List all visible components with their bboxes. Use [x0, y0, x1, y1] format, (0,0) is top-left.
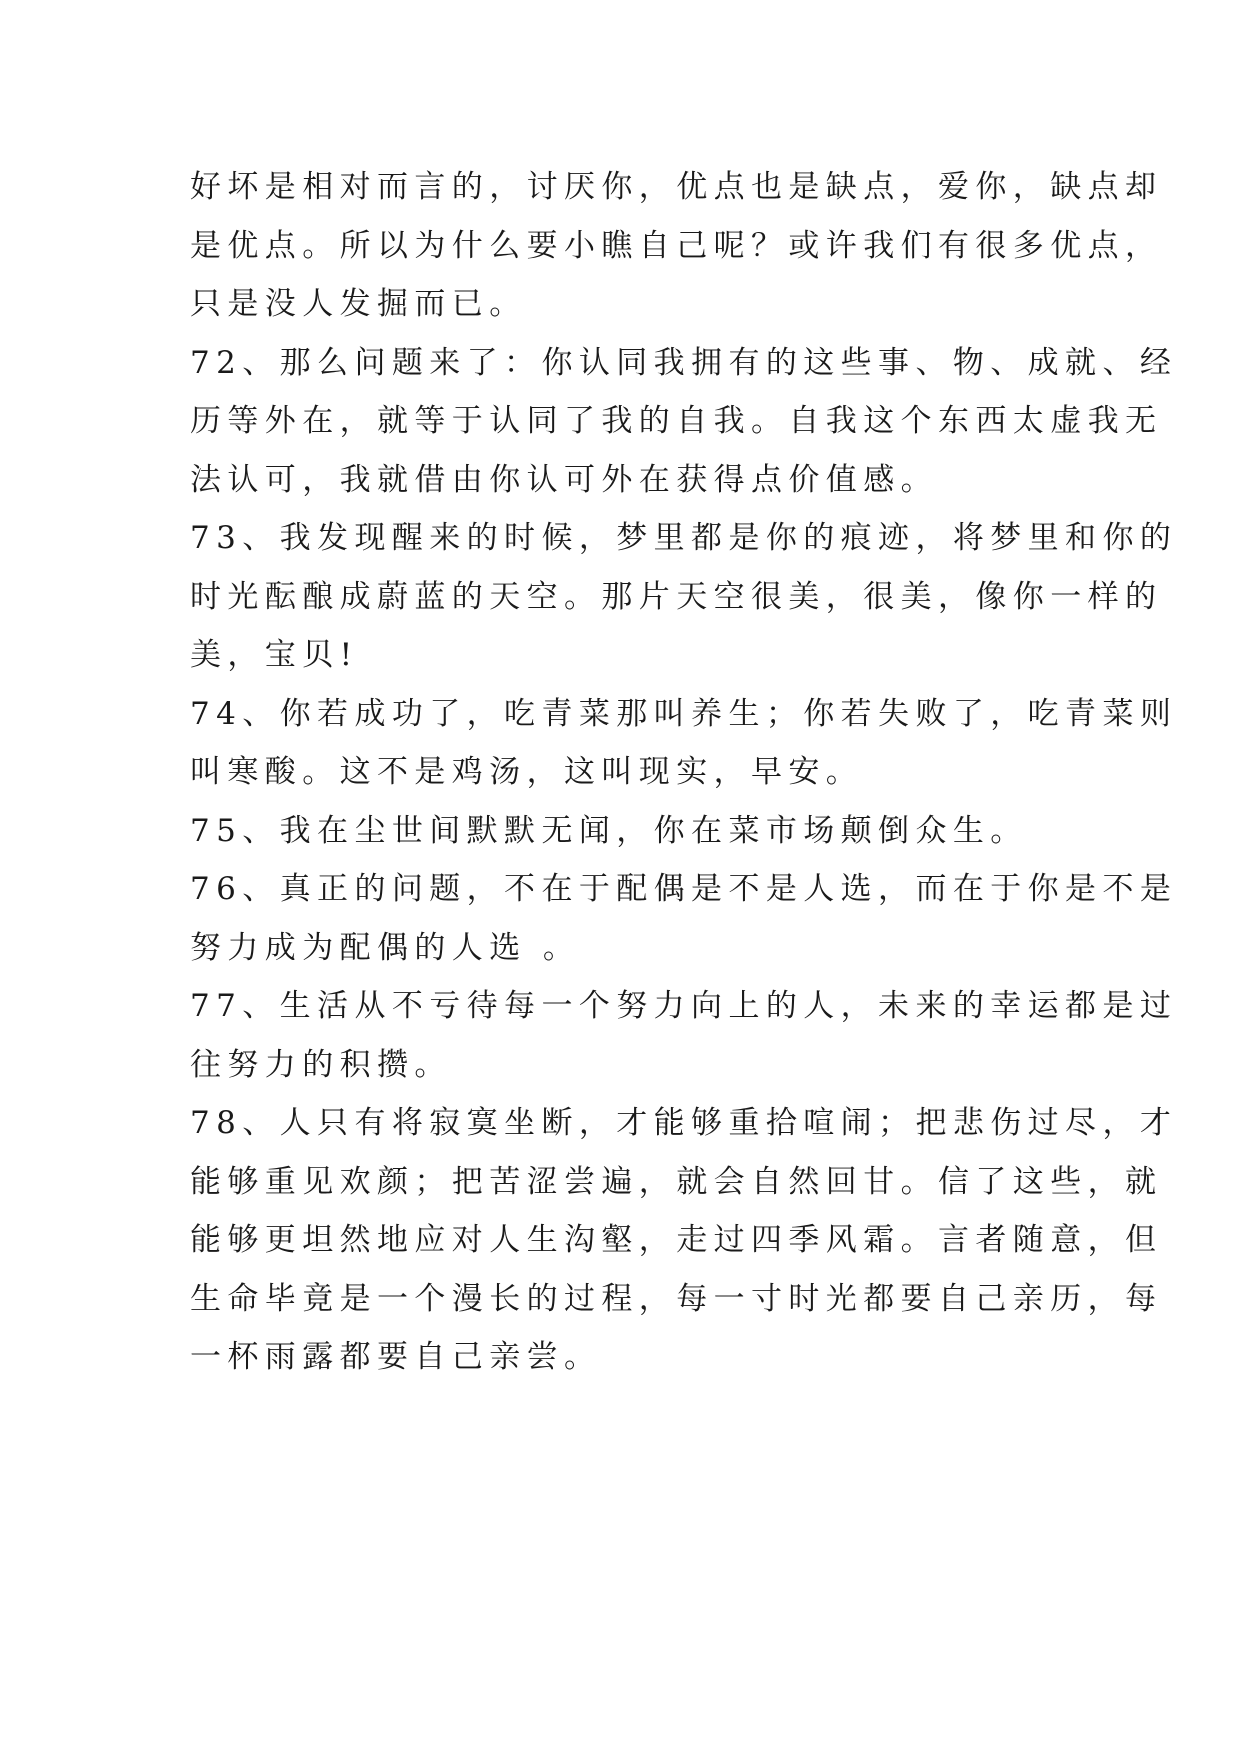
- text-line: 74、你若成功了，吃青菜那叫养生；你若失败了，吃青菜则: [190, 695, 1178, 732]
- text-line: 美，宝贝!: [190, 637, 359, 673]
- text-line: 生命毕竟是一个漫长的过程，每一寸时光都要自己亲历，每: [190, 1280, 1163, 1317]
- text-line: 努力成为配偶的人选 。: [190, 929, 581, 966]
- text-line: 往努力的积攒。: [190, 1046, 452, 1083]
- text-line: 一杯雨露都要自己亲尝。: [190, 1339, 602, 1375]
- text-line: 时光酝酿成蔚蓝的天空。那片天空很美，很美，像你一样的: [190, 578, 1163, 615]
- document-body: [190, 158, 1178, 1387]
- text-line: 是优点。所以为什么要小瞧自己呢？或许我们有很多优点，: [190, 227, 1163, 264]
- text-line: 77、生活从不亏待每一个努力向上的人，未来的幸运都是过: [190, 988, 1178, 1024]
- text-line: 只是没人发掘而已。: [190, 286, 527, 322]
- text-line: 75、我在尘世间默默无闻，你在菜市场颠倒众生。: [190, 812, 1028, 849]
- text-line: 能够更坦然地应对人生沟壑，走过四季风霜。言者随意，但: [190, 1222, 1163, 1258]
- text-line: 72、那么问题来了：你认同我拥有的这些事、物、成就、经: [190, 344, 1178, 381]
- text-line: 73、我发现醒来的时候，梦里都是你的痕迹，将梦里和你的: [190, 520, 1178, 556]
- text-line: 历等外在，就等于认同了我的自我。自我这个东西太虚我无: [190, 403, 1163, 439]
- text-line: 76、真正的问题，不在于配偶是不是人选，而在于你是不是: [190, 871, 1178, 907]
- text-line: 叫寒酸。这不是鸡汤，这叫现实，早安。: [190, 754, 864, 790]
- text-line: 好坏是相对而言的，讨厌你，优点也是缺点，爱你，缺点却: [190, 169, 1163, 205]
- text-line: 法认可，我就借由你认可外在获得点价值感。: [190, 461, 938, 498]
- text-line: 能够重见欢颜；把苦涩尝遍，就会自然回甘。信了这些，就: [190, 1163, 1163, 1200]
- text-line: 78、人只有将寂寞坐断，才能够重拾喧闹；把悲伤过尽，才: [190, 1105, 1178, 1141]
